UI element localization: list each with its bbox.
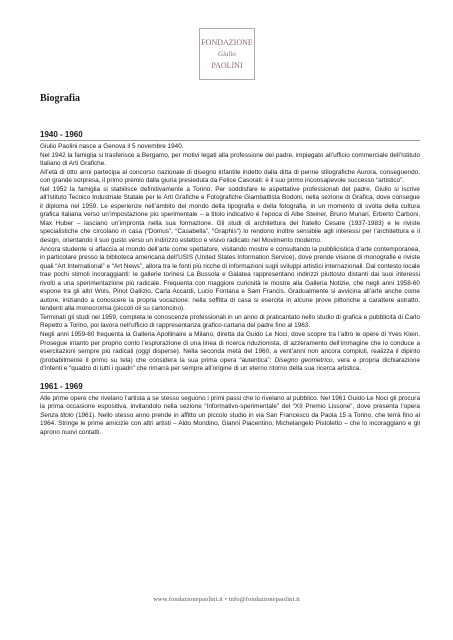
paragraph: Ancora studente si affaccia al mondo dell’arte come spettatore, visitando mostre e consultando la pubblicistica d’arte contemporanea, in particolare presso la biblioteca americana dell’USIS (United States Information Service), dove prende visione di monografie e riviste quali “Art International” e “Art News”, allora tra le fonti più ricche di informazioni sugli sviluppi artistici internazionali. Dal contesto locale trae pochi stimoli incoraggianti: le gallerie torinesi La Bussola e Galatea rappresentano indirizzi piuttosto distanti dai suoi interessi rivolti a una sperimentazione più radicale. Frequenta con maggiore curiosità le mostre alla Galleria Notizie, che negli anni 1958-60 espone tra gli altri Wols, Pinot Gallizio, Carla Accardi, Lucio Fontana e Sam Francis. Gradualmente si avvicina all’arte anche come autore, iniziando a conoscere la propria vocazione: nella soffitta di casa si esercita in alcune prove pittoriche a carattere astratto, tendenti alla monocromia (piccoli oli su cartoncino). — [40, 245, 420, 313]
section-body — [40, 395, 420, 438]
logo-mark — [199, 28, 255, 80]
section-1961-1969 — [40, 382, 420, 438]
page-title: Biografia — [40, 93, 80, 104]
artwork-title: Senza titolo — [40, 411, 74, 419]
paragraph: Giulio Paolini nasce a Genova il 5 novembre 1940. — [40, 143, 184, 150]
footer-contact: www.fondazionepaolini.it • info@fondazionepaolini.it — [153, 596, 300, 603]
logo-script: Giulio — [218, 50, 236, 58]
paragraph: Alle prime opere che rivelano l’artista a se stesso seguono i primi passi che lo rivelano al pubblico. Nel 1961 Guido Le Noci gli procura la prima occasione espositiva, invitandolo nella sezione “Informativo-sperimentale” del “XII Premio Lissone”, dove presenta l’opera Senza titolo (1961). Nello stesso anno prende in affitto un piccolo studio in via San Francesco da Paola 15 a Torino, che terrà fino al 1964. Stringe le prime amicizie con altri artisti – Aldo Mondino, Gianni Piacentino, Michelangelo Pistoletto – che lo incoraggiano e gli aprono nuovi contatti. — [40, 394, 420, 436]
section-heading: 1940 - 1960 — [40, 130, 420, 141]
section-heading: 1961 - 1969 — [40, 382, 420, 393]
paragraph: Negli anni 1959-60 frequenta la Galleria Apollinaire a Milano, diretta da Guido Le Noci, dove scopre tra l’altro le opere di Yves Klein. Prosegue intanto per proprio conto l’esplorazione di una linea di ricerca riduzionista, di azzeramento dell’immagine che lo conduce a esercitazioni sempre più radicali (oggi disperse). Nella seconda metà del 1960, a vent’anni non ancora compiuti, realizza il dipinto (probabilmente il primo su tela) che considera la sua prima opera “autentica”: Disegno geometrico, vera e propria dichiarazione d’intenti e “quadro di tutti i quadri” che rimarrà per sempre all’origine di un eterno ritorno della sua ricerca artistica. — [40, 331, 420, 373]
paragraph: All’età di otto anni partecipa al concorso nazionale di disegno infantile indetto dalla ditta di penne stilografiche Aurora, conseguendo, con grande sorpresa, il primo premio dalla giuria presieduta da Felice Casorati: è il suo primo inconsapevole successo “artistico”. — [40, 168, 420, 185]
paragraph: Nel 1942 la famiglia si trasferisce a Bergamo, per motivi legati alla professione del padre, impiegato all’ufficio commerciale dell’Istituto Italiano di Arti Grafiche. — [40, 151, 420, 168]
section-body — [40, 143, 420, 374]
fondazione-logo — [199, 28, 255, 80]
logo-line2: PAOLINI — [211, 61, 243, 70]
artwork-title: Disegno geometrico — [274, 356, 333, 364]
paragraph: Terminati gli studi nel 1959, completa le conoscenze professionali in un anno di praticantato nello studio di grafica e pubblicità di Carlo Repetto a Torino, poi lavora nell’ufficio di rappresentanza grafico-cartaria del padre fino al 1963. — [40, 313, 420, 330]
biography-content — [40, 130, 420, 438]
section-1940-1960 — [40, 130, 420, 374]
logo-line1: FONDAZIONE — [201, 38, 253, 47]
paragraph: Nel 1952 la famiglia si stabilisce definitivamente a Torino. Per soddisfare le aspettative professionali del padre, Giulio si iscrive all’Istituto Tecnico Industriale Statale per le Arti Grafiche e Fotografiche Giambattista Bodoni, nella sezione di Grafica, dove consegue il diploma nel 1959. Le esperienze nell’ambito del mondo della tipografia e della fotografia, in un momento di svolta della cultura grafica italiana verso un’impostazione più sperimentale – a titolo indicativo è l’epoca di Albe Steiner, Bruno Munari, Erberto Carboni, Max Huber – lasciano un’impronta nella sua formazione. Gli studi di architettura del fratello Cesare (1937-1983) e le riviste specialistiche che circolano in casa (“Domus”, “Casabella”, “Graphis”) lo rendono inoltre sensibile agli interessi per l’architettura e il design, orientando il suo gusto verso un indirizzo estetico e visivo radicato nel Movimento moderno. — [40, 185, 420, 245]
